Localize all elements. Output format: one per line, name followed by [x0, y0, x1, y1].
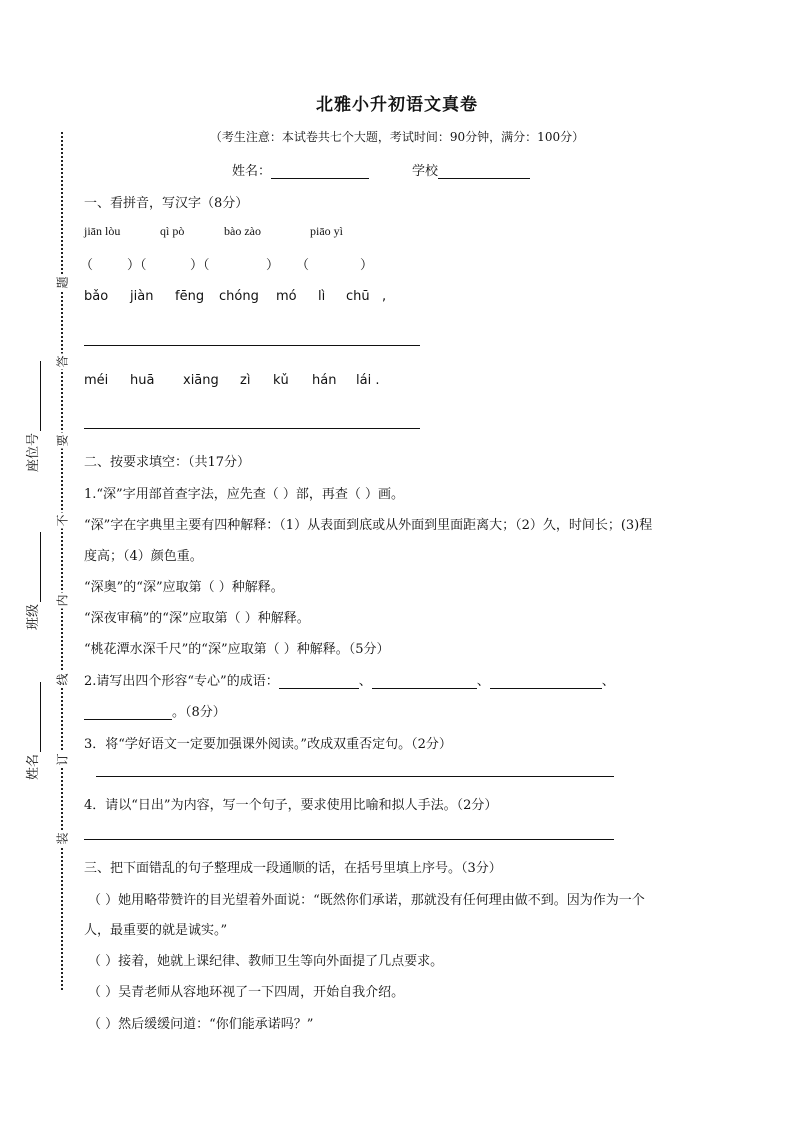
pinyin-word: jiān lòu: [84, 224, 121, 238]
sentence-item: （ ）吴青老师从容地环视了一下四周，开始自我介绍。: [88, 985, 405, 1000]
question-text: 4．请以“日出”为内容，写一个句子，要求使用比喻和拟人手法。（2分）: [84, 798, 498, 813]
pinyin-syllable: lì: [318, 289, 326, 304]
binding-char: 装: [55, 832, 70, 845]
idiom-question-cont: [84, 701, 226, 720]
pinyin-syllable: kǔ: [273, 373, 289, 388]
idiom-blank[interactable]: [372, 674, 477, 689]
paren: （: [80, 258, 94, 273]
binding-char: 不: [55, 514, 70, 527]
seat-number-label: 座位号: [26, 432, 41, 472]
binding-char: 订: [55, 753, 70, 766]
pinyin-syllable: zì: [240, 373, 251, 388]
pinyin-syllable: méi: [84, 373, 109, 388]
pinyin-syllable: jiàn: [130, 289, 154, 304]
side-name-field[interactable]: [22, 682, 41, 780]
student-name-label: 姓名：: [232, 164, 272, 179]
binding-dotted-line: [61, 132, 63, 990]
question-text: 。（8分）: [172, 705, 226, 720]
page-title: 北雅小升初语文真卷: [316, 95, 478, 115]
answer-line[interactable]: [96, 776, 614, 777]
question-text: “深奥”的“深”应取第（ ）种解释。: [84, 580, 284, 595]
pinyin-word: bào zào: [224, 224, 261, 238]
separator: 、: [476, 674, 490, 689]
school-blank[interactable]: [438, 164, 530, 179]
pinyin-syllable: fēng: [175, 289, 205, 304]
paren: ）: [266, 258, 280, 273]
paren: ）（: [190, 258, 210, 273]
question-text: 2.请写出四个形容“专心”的成语：: [84, 674, 279, 689]
separator: 、: [601, 674, 615, 689]
question-text: “深”字在字典里主要有四种解释：（1）从表面到底或从外面到里面距离大；（2）久，时间长；(3)程: [84, 518, 653, 533]
binding-char: 要: [55, 434, 70, 447]
idiom-question: [84, 670, 615, 689]
side-name-blank[interactable]: [28, 682, 41, 752]
sentence-item: （ ）她用略带赞许的目光望着外面说：“既然你们承诺，那就没有任何理由做不到。因为作为一个: [88, 893, 645, 908]
pinyin-word: piāo yì: [310, 224, 343, 238]
binding-char: 内: [55, 594, 70, 607]
answer-line[interactable]: [84, 345, 420, 346]
paren: （: [296, 258, 310, 273]
question-text: “深夜审稿”的“深”应取第（ ）种解释。: [84, 611, 310, 626]
pinyin-word: qì pò: [160, 224, 185, 238]
sentence-item: 人，最重要的就是诚实。”: [84, 923, 228, 938]
separator: 、: [358, 674, 372, 689]
student-name-blank[interactable]: [271, 164, 369, 179]
binding-char: 题: [55, 276, 70, 289]
pinyin-syllable: bǎo: [84, 289, 109, 304]
seat-number-blank[interactable]: [28, 361, 41, 431]
pinyin-syllable: huā: [130, 373, 155, 388]
pinyin-syllable: chū: [346, 289, 370, 304]
question-text: 3．将“学好语文一定要加强课外阅读。”改成双重否定句。（2分）: [84, 737, 452, 752]
sentence-item: （ ）接着，她就上课纪律、教师卫生等向外面提了几点要求。: [88, 954, 444, 969]
idiom-blank[interactable]: [84, 705, 172, 720]
pinyin-syllable: lái .: [356, 373, 380, 388]
exam-note: （考生注意：本试卷共七个大题，考试时间：90分钟，满分：100分）: [209, 130, 585, 144]
paren: ）: [360, 258, 374, 273]
class-blank[interactable]: [28, 532, 41, 602]
student-name-field[interactable]: [232, 160, 369, 179]
section1-heading: 一、看拼音，写汉字（8分）: [84, 196, 249, 211]
paren: ）（: [127, 258, 147, 273]
school-label: 学校: [412, 164, 439, 179]
pinyin-syllable: chóng: [219, 289, 259, 304]
section2-heading: 二、按要求填空：（共17分）: [84, 455, 251, 470]
answer-line[interactable]: [84, 428, 420, 429]
question-text: 度高；（4）颜色重。: [84, 549, 203, 564]
class-label: 班级: [26, 603, 41, 630]
school-field[interactable]: [412, 160, 530, 179]
idiom-blank[interactable]: [279, 674, 359, 689]
question-text: 1.“深”字用部首查字法，应先查（ ）部，再查（ ）画。: [84, 487, 404, 502]
question-text: “桃花潭水深千尺”的“深”应取第（ ）种解释。（5分）: [84, 642, 390, 657]
sentence-item: （ ）然后缓缓问道：“你们能承诺吗？”: [88, 1017, 314, 1032]
pinyin-syllable: mó: [276, 289, 297, 304]
idiom-blank[interactable]: [490, 674, 602, 689]
seat-number-field[interactable]: [22, 361, 41, 472]
pinyin-syllable: ,: [382, 289, 387, 304]
binding-char: 线: [55, 673, 70, 686]
answer-line[interactable]: [84, 839, 614, 840]
class-field[interactable]: [22, 532, 41, 630]
binding-char: 答: [55, 355, 70, 368]
pinyin-syllable: xiāng: [183, 373, 219, 388]
pinyin-syllable: hán: [312, 373, 337, 388]
section3-heading: 三、把下面错乱的句子整理成一段通顺的话，在括号里填上序号。（3分）: [84, 861, 502, 876]
side-name-label: 姓名: [26, 753, 41, 780]
